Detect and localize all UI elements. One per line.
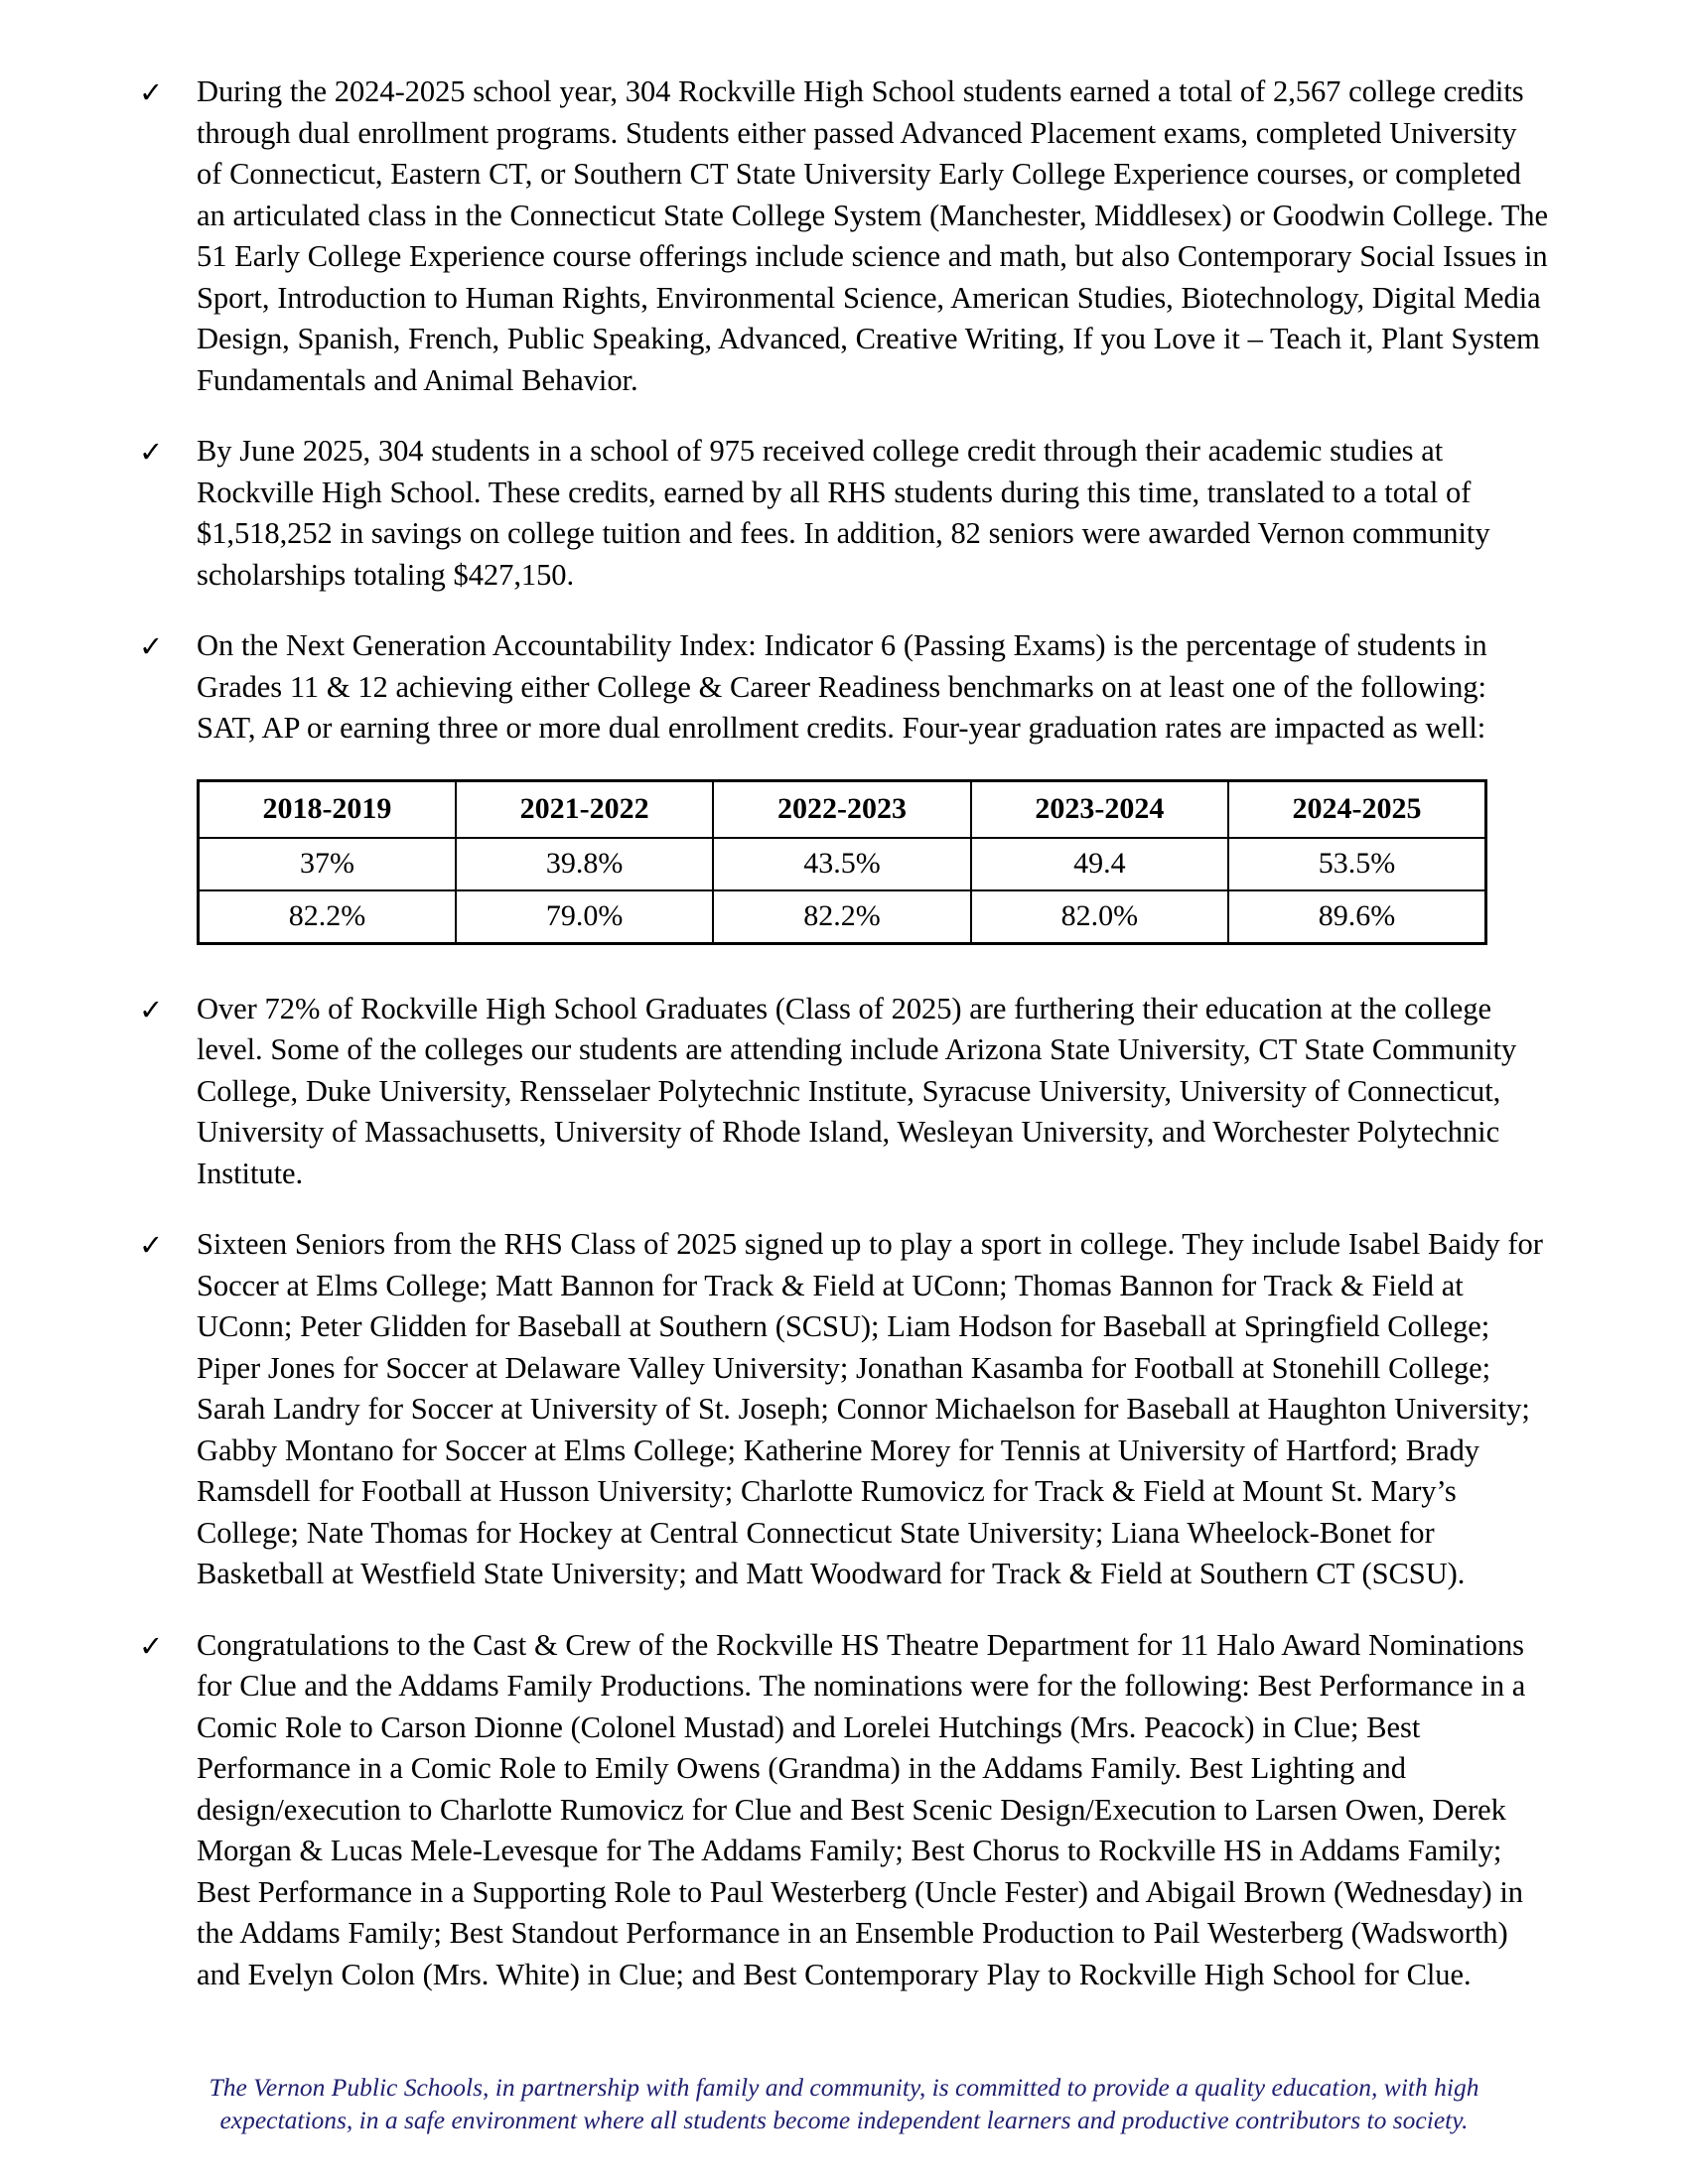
table-header-row <box>199 780 1486 838</box>
bullet-item-graduates-furthering-education <box>139 989 1549 1195</box>
bullet-item-college-credit-savings <box>139 431 1549 596</box>
table-header-cell: 2018-2019 <box>199 780 456 838</box>
table-cell: 79.0% <box>456 890 713 944</box>
table-row <box>199 890 1486 944</box>
accountability-table-wrapper <box>197 779 1549 945</box>
table-cell: 82.2% <box>713 890 970 944</box>
checkmark-icon: ✓ <box>139 435 164 469</box>
bullet-item-dual-enrollment <box>139 71 1549 401</box>
table-header-cell: 2022-2023 <box>713 780 970 838</box>
checkmark-icon: ✓ <box>139 629 164 663</box>
table-cell: 82.0% <box>971 890 1228 944</box>
accountability-table <box>197 779 1487 945</box>
checkmark-icon: ✓ <box>139 992 164 1026</box>
bullet-item-theatre-halo-awards <box>139 1625 1549 1996</box>
bullet-item-next-gen-accountability <box>139 625 1549 750</box>
table-row <box>199 838 1486 890</box>
table-spacer <box>139 955 1549 989</box>
table-cell: 43.5% <box>713 838 970 890</box>
table-header-cell: 2021-2022 <box>456 780 713 838</box>
table-header-cell: 2023-2024 <box>971 780 1228 838</box>
bullet-text-graduates-furthering-education: Over 72% of Rockville High School Graduates (Class of 2025) are furthering their education at the college level. Some of the colleges our students are attending include Arizona State University, CT State Community College, Duke University, Rensselaer Polytechnic Institute, Syracuse University, University of Connecticut, University of Massachusetts, University of Rhode Island, Wesleyan University, and Worchester Polytechnic Institute. <box>197 991 1517 1190</box>
table-cell: 49.4 <box>971 838 1228 890</box>
table-cell: 53.5% <box>1228 838 1485 890</box>
table-cell: 82.2% <box>199 890 456 944</box>
mission-statement-line-2: expectations, in a safe environment where all students become independent learners and productive contributors to society. <box>219 2106 1469 2134</box>
table-cell: 39.8% <box>456 838 713 890</box>
checkmark-icon: ✓ <box>139 75 164 109</box>
bullet-text-dual-enrollment: During the 2024-2025 school year, 304 Rockville High School students earned a total of 2,567 college credits through dual enrollment programs. Students either passed Advanced Placement exams, completed University of Connecticut, Eastern CT, or Southern CT State University Early College Experience courses, or completed an articulated class in the Connecticut State College System (Manchester, Middlesex) or Goodwin College. The 51 Early College Experience course offerings include science and math, but also Contemporary Social Issues in Sport, Introduction to Human Rights, Environmental Science, American Studies, Biotechnology, Digital Media Design, Spanish, French, Public Speaking, Advanced, Creative Writing, If you Love it – Teach it, Plant System Fundamentals and Animal Behavior. <box>197 74 1548 397</box>
bullet-text-college-credit-savings: By June 2025, 304 students in a school of 975 received college credit through their academic studies at Rockville High School. These credits, earned by all RHS students during this time, translated to a total of $1,518,252 in savings on college tuition and fees. In addition, 82 seniors were awarded Vernon community scholarships totaling $427,150. <box>197 434 1490 592</box>
document-body <box>139 71 1549 2025</box>
checkmark-icon: ✓ <box>139 1628 164 1663</box>
table-header-cell: 2024-2025 <box>1228 780 1485 838</box>
bullet-text-theatre-halo-awards: Congratulations to the Cast & Crew of the Rockville HS Theatre Department for 11 Halo Award Nominations for Clue and the Addams Family Productions. The nominations were for the following: Best Performance in a Comic Role to Carson Dionne (Colonel Mustad) and Lorelei Hutchings (Mrs. Peacock) in Clue; Best Performance in a Comic Role to Emily Owens (Grandma) in the Addams Family. Best Lighting and design/execution to Charlotte Rumovicz for Clue and Best Scenic Design/Execution to Larsen Owen, Derek Morgan & Lucas Mele-Levesque for The Addams Family; Best Chorus to Rockville HS in Addams Family; Best Performance in a Supporting Role to Paul Westerberg (Uncle Fester) and Abigail Brown (Wednesday) in the Addams Family; Best Standout Performance in an Ensemble Production to Pail Westerberg (Wadsworth) and Evelyn Colon (Mrs. White) in Clue; and Best Contemporary Play to Rockville High School for Clue. <box>197 1627 1526 1991</box>
bullet-text-next-gen-accountability: On the Next Generation Accountability Index: Indicator 6 (Passing Exams) is the percentage of students in Grades 11 & 12 achieving either College & Career Readiness benchmarks on at least one of the following: SAT, AP or earning three or more dual enrollment credits. Four-year graduation rates are impacted as well: <box>197 628 1487 745</box>
checkmark-icon: ✓ <box>139 1228 164 1262</box>
mission-statement-line-1: The Vernon Public Schools, in partnership with family and community, is committed to provide a quality education, with high <box>209 2073 1479 2102</box>
table-cell: 37% <box>199 838 456 890</box>
bullet-text-senior-athletes: Sixteen Seniors from the RHS Class of 2025 signed up to play a sport in college. They include Isabel Baidy for Soccer at Elms College; Matt Bannon for Track & Field at UConn; Thomas Bannon for Track & Field at UConn; Peter Glidden for Baseball at Southern (SCSU); Liam Hodson for Baseball at Springfield College; Piper Jones for Soccer at Delaware Valley University; Jonathan Kasamba for Football at Stonehill College; Sarah Landry for Soccer at University of St. Joseph; Connor Michaelson for Baseball at Haughton University; Gabby Montano for Soccer at Elms College; Katherine Morey for Tennis at University of Hartford; Brady Ramsdell for Football at Husson University; Charlotte Rumovicz for Track & Field at Mount St. Mary’s College; Nate Thomas for Hockey at Central Connecticut State University; Liana Wheelock-Bonet for Basketball at Westfield State University; and Matt Woodward for Track & Field at Southern CT (SCSU). <box>197 1227 1543 1590</box>
table-cell: 89.6% <box>1228 890 1485 944</box>
mission-statement-footer <box>0 2071 1688 2136</box>
bullet-item-senior-athletes <box>139 1224 1549 1595</box>
